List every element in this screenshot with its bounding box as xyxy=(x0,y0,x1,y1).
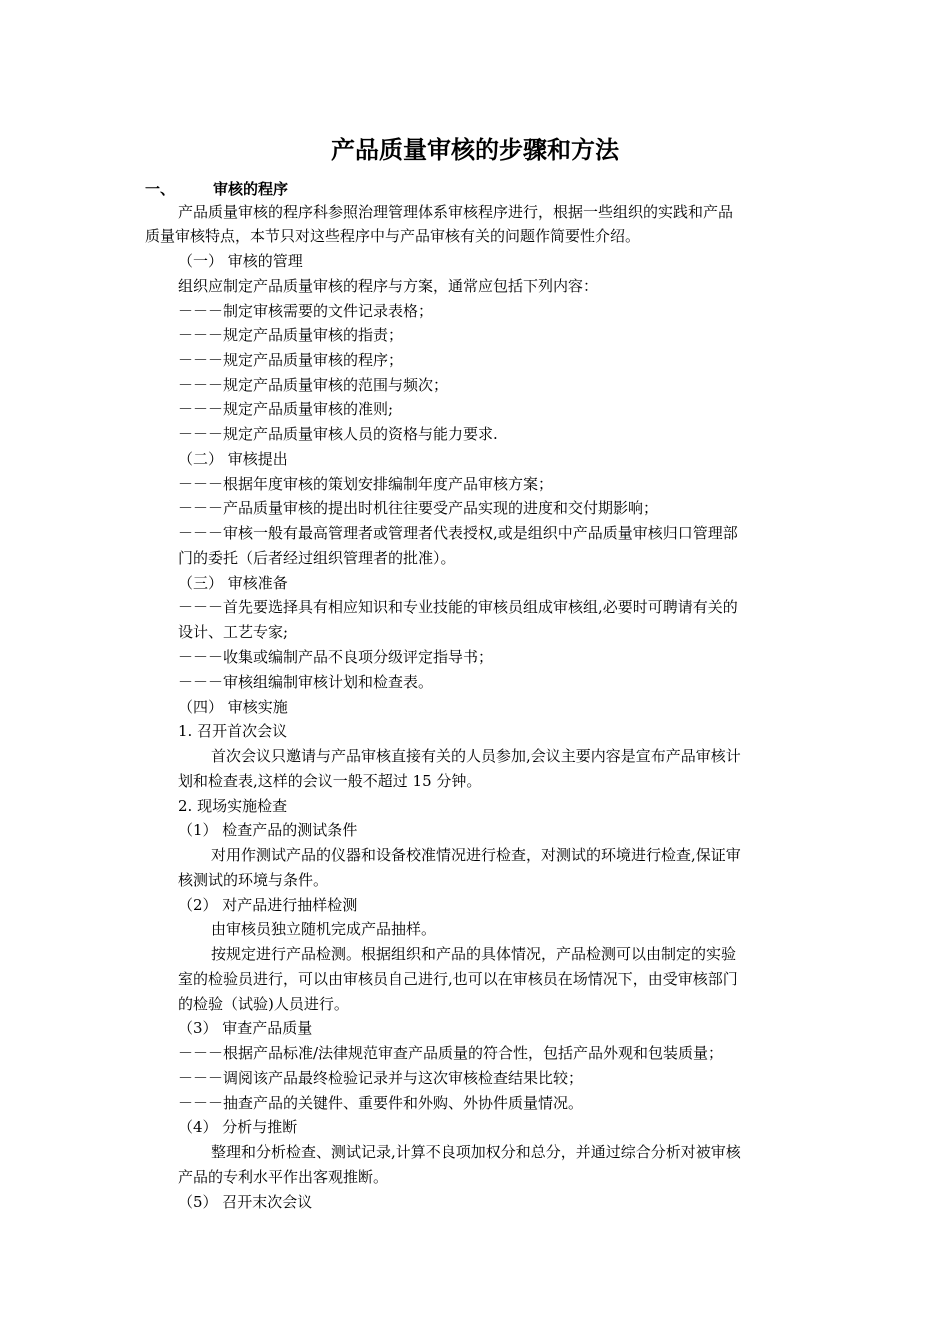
paragraph-line: 的检验（试验)人员进行。 xyxy=(178,995,349,1013)
subsection-heading: （一） 审核的管理 xyxy=(178,252,303,270)
paragraph-line: 室的检验员进行，可以由审核员自己进行,也可以在审核员在场情况下，由受审核部门 xyxy=(178,970,738,988)
subsection-heading: （二） 审核提出 xyxy=(178,450,288,468)
paragraph-line: 按规定进行产品检测。根据组织和产品的具体情况，产品检测可以由制定的实验 xyxy=(211,945,737,963)
list-item: －－－根据产品标准/法律规范审查产品质量的符合性，包括产品外观和包装质量； xyxy=(178,1044,724,1062)
numbered-heading: （3） 审查产品质量 xyxy=(178,1019,313,1037)
paragraph-line: 组织应制定产品质量审核的程序与方案，通常应包括下列内容： xyxy=(178,277,599,295)
paragraph-line: 产品的专利水平作出客观推断。 xyxy=(178,1168,389,1186)
paragraph-line: 核测试的环境与条件。 xyxy=(178,871,329,889)
list-item: －－－审核一般有最高管理者或管理者代表授权,或是组织中产品质量审核归口管理部 xyxy=(178,524,738,542)
list-item: －－－制定审核需要的文件记录表格； xyxy=(178,302,434,320)
section-title: 审核的程序 xyxy=(213,180,289,198)
paragraph-line: 划和检查表,这样的会议一般不超过 15 分钟。 xyxy=(178,772,482,790)
subsection-heading: （四） 审核实施 xyxy=(178,698,288,716)
numbered-heading: （4） 分析与推断 xyxy=(178,1118,298,1136)
list-item: －－－规定产品质量审核的指责； xyxy=(178,326,404,344)
section-number: 一、 xyxy=(145,180,176,198)
list-item: 设计、工艺专家; xyxy=(178,623,289,641)
numbered-heading: （5） 召开末次会议 xyxy=(178,1193,313,1211)
numbered-heading: 1. 召开首次会议 xyxy=(178,722,288,740)
paragraph-line: 由审核员独立随机完成产品抽样。 xyxy=(211,920,437,938)
list-item: －－－规定产品质量审核的准则; xyxy=(178,400,394,418)
paragraph-line: 对用作测试产品的仪器和设备校准情况进行检查，对测试的环境进行检查,保证审 xyxy=(211,846,741,864)
list-item: －－－规定产品质量审核的范围与频次； xyxy=(178,376,449,394)
subsection-heading: （三） 审核准备 xyxy=(178,574,288,592)
paragraph-line: 质量审核特点，本节只对这些程序中与产品审核有关的问题作简要性介绍。 xyxy=(145,227,641,245)
numbered-heading: 2. 现场实施检查 xyxy=(178,797,288,815)
list-item: －－－收集或编制产品不良项分级评定指导书； xyxy=(178,648,494,666)
list-item: －－－审核组编制审核计划和检查表。 xyxy=(178,673,434,691)
paragraph-line: 首次会议只邀请与产品审核直接有关的人员参加,会议主要内容是宣布产品审核计 xyxy=(211,747,741,765)
numbered-heading: （2） 对产品进行抽样检测 xyxy=(178,896,358,914)
numbered-heading: （1） 检查产品的测试条件 xyxy=(178,821,358,839)
list-item: －－－规定产品质量审核人员的资格与能力要求. xyxy=(178,425,498,443)
paragraph-line: 整理和分析检查、测试记录,计算不良项加权分和总分，并通过综合分析对被审核 xyxy=(211,1143,741,1161)
list-item: 门的委托（后者经过组织管理者的批准）。 xyxy=(178,549,456,567)
list-item: －－－抽查产品的关键件、重要件和外购、外协件质量情况。 xyxy=(178,1094,584,1112)
list-item: －－－根据年度审核的策划安排编制年度产品审核方案； xyxy=(178,475,554,493)
list-item: －－－规定产品质量审核的程序； xyxy=(178,351,404,369)
list-item: －－－首先要选择具有相应知识和专业技能的审核员组成审核组,必要时可聘请有关的 xyxy=(178,598,738,616)
list-item: －－－调阅该产品最终检验记录并与这次审核检查结果比较； xyxy=(178,1069,584,1087)
list-item: －－－产品质量审核的提出时机往往要受产品实现的进度和交付期影响； xyxy=(178,499,659,517)
document-title: 产品质量审核的步骤和方法 xyxy=(331,136,619,164)
paragraph-line: 产品质量审核的程序科参照治理管理体系审核程序进行，根据一些组织的实践和产品 xyxy=(178,203,734,221)
